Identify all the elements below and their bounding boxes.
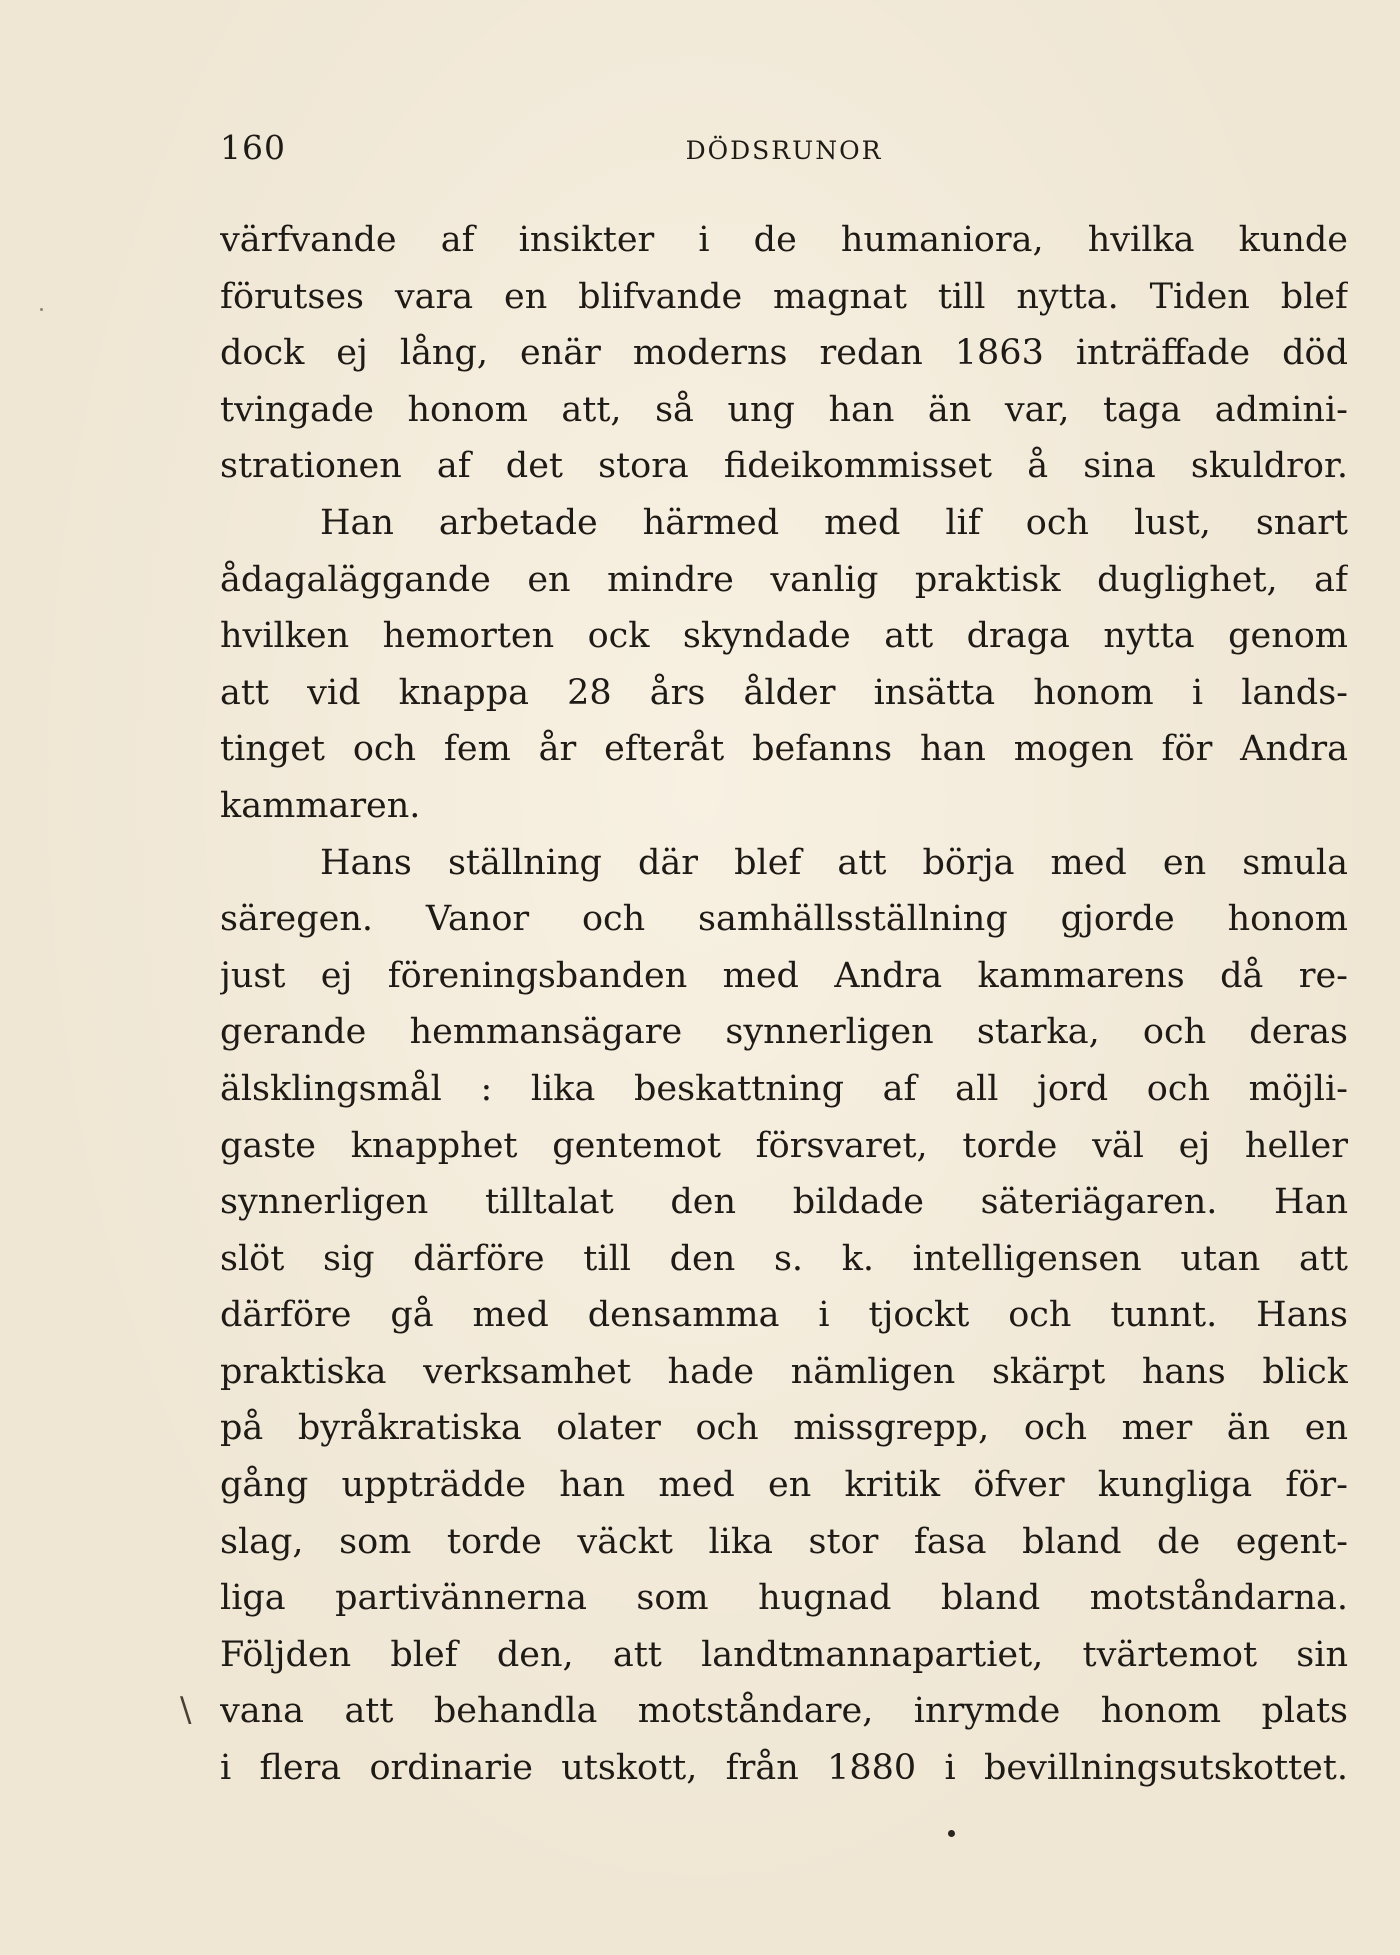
text-line: i flera ordinarie utskott, från 1880 i bevillningsutskottet.: [220, 1748, 1348, 1789]
page-number: 160: [220, 128, 286, 167]
text-line: Hans ställning där blef att börja med en smula: [320, 842, 1348, 883]
text-line: förutses vara en blifvande magnat till nytta. Tiden blef: [220, 276, 1348, 317]
text-line: därföre gå med densamma i tjockt och tunnt. Hans: [220, 1295, 1348, 1336]
text-line: Följden blef den, att landtmannapartiet, tvärtemot sin: [220, 1634, 1348, 1675]
ink-speck: [948, 1830, 955, 1837]
text-line: tvingade honom att, så ung han än var, taga admini-: [220, 389, 1348, 430]
text-line: gerande hemmansägare synnerligen starka, och deras: [220, 1012, 1348, 1053]
body-text: [220, 212, 1348, 1797]
text-line: vana att behandla motståndare, inrymde honom plats: [220, 1691, 1348, 1732]
text-line: att vid knappa 28 års ålder insätta honom i lands-: [220, 672, 1348, 713]
text-line: Han arbetade härmed med lif och lust, snart: [320, 502, 1348, 543]
text-line: praktiska verksamhet hade nämligen skärpt hans blick: [220, 1351, 1348, 1392]
text-line: liga partivännerna som hugnad bland motståndarna.: [220, 1578, 1348, 1619]
text-line: på byråkratiska olater och missgrepp, och mer än en: [220, 1408, 1348, 1449]
text-line: gaste knapphet gentemot försvaret, torde väl ej heller: [220, 1125, 1348, 1166]
text-line: kammaren.: [220, 785, 421, 826]
text-line: slag, som torde väckt lika stor fasa bland de egent-: [220, 1521, 1348, 1562]
text-line: synnerligen tilltalat den bildade säteriägaren. Han: [220, 1182, 1348, 1223]
text-line: tinget och fem år efteråt befanns han mogen för Andra: [220, 729, 1348, 770]
text-line: dock ej lång, enär moderns redan 1863 inträffade död: [220, 333, 1348, 374]
text-line: älsklingsmål : lika beskattning af all jord och möjli-: [220, 1068, 1348, 1109]
running-title: DÖDSRUNOR: [685, 136, 883, 165]
running-head: [220, 128, 1348, 178]
ink-speck: [40, 308, 43, 311]
text-line: hvilken hemorten ock skyndade att draga nytta genom: [220, 616, 1348, 657]
text-line: just ej föreningsbanden med Andra kammarens då re-: [220, 955, 1348, 996]
text-line: värfvande af insikter i de humaniora, hvilka kunde: [220, 220, 1348, 260]
text-line: ådagaläggande en mindre vanlig praktisk duglighet, af: [220, 559, 1348, 600]
text-line: gång uppträdde han med en kritik öfver kungliga för-: [220, 1465, 1348, 1506]
margin-mark: \: [180, 1690, 192, 1730]
text-line: strationen af det stora fideikommisset å sina skuldror.: [220, 446, 1348, 487]
text-line: slöt sig därföre till den s. k. intelligensen utan att: [220, 1238, 1348, 1279]
text-line: säregen. Vanor och samhällsställning gjorde honom: [220, 899, 1348, 940]
